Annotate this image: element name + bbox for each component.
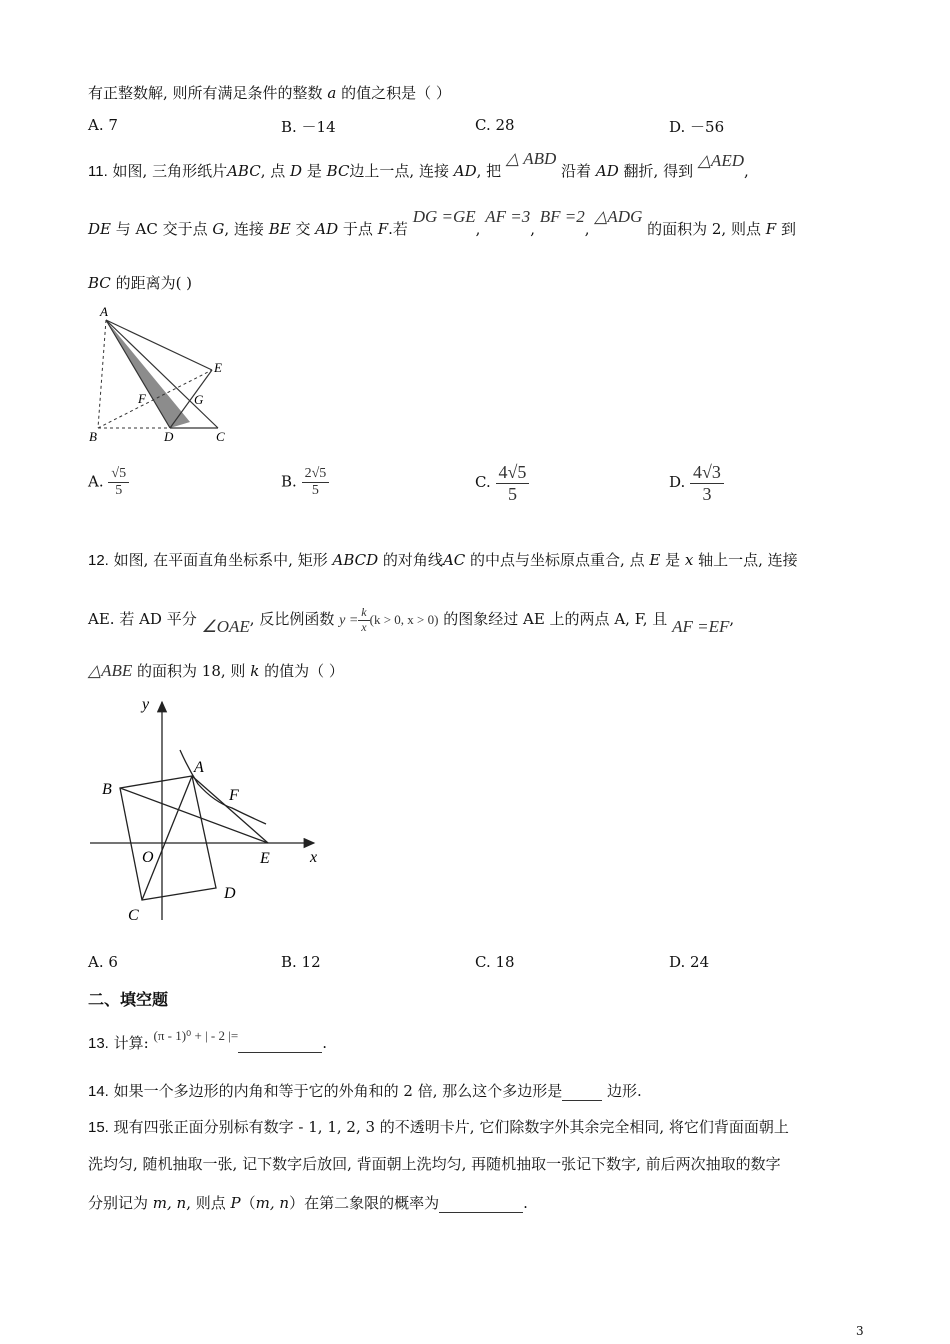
- section-heading-fill-in: 二、填空题: [88, 990, 169, 1009]
- q11-comma: ,: [530, 220, 535, 238]
- q11-option-a-num: √5: [108, 466, 129, 483]
- q12-line-3: [88, 660, 344, 681]
- q12-label-a: A: [194, 759, 204, 776]
- q12-option-d: D. 24: [669, 953, 710, 971]
- q11-option-c-fraction: [496, 462, 530, 504]
- q11-option-a: [88, 466, 129, 499]
- q11-be: BE: [268, 220, 291, 238]
- q14-end: 边形.: [607, 1082, 642, 1100]
- q10-option-a: A. 7: [88, 116, 118, 134]
- q12-math-oae: ∠OAE: [201, 617, 250, 636]
- q11-option-d-den: 3: [702, 483, 712, 504]
- q12-text: 如图, 在平面直角坐标系中, 矩形: [113, 551, 328, 569]
- q14-answer-blank[interactable]: [562, 1082, 602, 1101]
- q10-option-c: C. 28: [475, 116, 515, 134]
- q15-text: 分别记为: [88, 1194, 149, 1212]
- q15-number: 15.: [88, 1119, 109, 1136]
- q11-abc: ABC: [227, 162, 261, 180]
- q15-text: 现有四张正面分别标有数字 - 1, 1, 2, 3 的不透明卡片, 它们除数字外其余完全相同, 将它们背面面朝上: [113, 1118, 789, 1136]
- q11-segment-de: [170, 370, 212, 428]
- q15-answer-blank[interactable]: [439, 1194, 523, 1213]
- q11-option-b-num: 2√5: [302, 466, 330, 483]
- q10-option-d: D. －56: [669, 118, 725, 136]
- q11-label-e: E: [214, 360, 222, 375]
- q11-text: 是: [306, 162, 322, 180]
- q15-mn: m, n: [255, 1194, 290, 1212]
- q12-figure: [84, 690, 334, 930]
- q15-line-1: [88, 1116, 789, 1137]
- q11-option-a-den: 5: [115, 483, 123, 499]
- q11-text: 的距离为( ): [115, 274, 193, 292]
- q11-line-1: [88, 150, 749, 193]
- q12-abcd: ABCD: [332, 551, 379, 569]
- q11-label-c: C: [216, 429, 225, 444]
- q11-text: 与 AC 交于点: [115, 220, 208, 238]
- q12-text: 是: [665, 551, 681, 569]
- q11-math-aed: △AED: [697, 151, 744, 170]
- q12-text: 的面积为 18, 则: [137, 662, 246, 680]
- q12-label-f: F: [229, 787, 239, 804]
- page-number: 3: [856, 1324, 864, 1338]
- q11-option-c-label: C.: [475, 473, 491, 492]
- q12-hyperbola: [180, 750, 266, 824]
- q11-math-bf: BF =2: [539, 207, 585, 226]
- q11-option-a-fraction: [108, 466, 129, 499]
- q12-line-1: [88, 549, 798, 570]
- q15-text: ）在第二象限的概率为: [289, 1194, 440, 1212]
- q11-option-c-num: 4√5: [496, 462, 530, 484]
- q11-option-d: [669, 462, 724, 504]
- q11-segment-ab-dashed: [98, 320, 106, 428]
- q12-math-y: y =: [339, 613, 359, 628]
- q11-text: 于点: [342, 220, 373, 238]
- q12-text: , 反比例函数: [249, 610, 335, 628]
- q12-math-k: k: [358, 606, 369, 621]
- q11-line-3: [88, 272, 192, 293]
- q12-text: 的图象经过 AE 上的两点 A, F, 且: [443, 610, 668, 628]
- q12-diagonal-ac: [142, 776, 192, 900]
- q15-text: （: [240, 1194, 256, 1212]
- q11-label-f: F: [138, 391, 146, 406]
- q11-math-adg: △ADG: [594, 207, 643, 226]
- q10-stem: [88, 82, 451, 103]
- q11-option-d-num: 4√3: [690, 462, 724, 484]
- q11-option-b-label: B.: [281, 472, 297, 491]
- q12-text: 轴上一点, 连接: [698, 551, 798, 569]
- q12-math-x: x: [361, 619, 367, 634]
- q11-segment-ad: [106, 320, 170, 428]
- q12-segment-be: [120, 788, 268, 843]
- q11-option-a-label: A.: [88, 472, 104, 491]
- q11-text: 沿着: [561, 162, 592, 180]
- q12-rectangle-abcd: [120, 776, 216, 900]
- q11-option-c: [475, 462, 529, 504]
- q11-math-abd: △ ABD: [505, 149, 557, 168]
- q14-number: 14.: [88, 1083, 109, 1100]
- q11-text: , 把: [476, 162, 502, 180]
- q15-line-2: 洗均匀, 随机抽取一张, 记下数字后放回, 背面朝上洗均匀, 再随机抽取一张记下数字, 前后两次抽取的数字: [88, 1155, 781, 1173]
- q13-expression: (π - 1)⁰ + | - 2 |=: [153, 1028, 239, 1043]
- q12-option-a: A. 6: [88, 953, 118, 971]
- q11-ad: AD: [315, 220, 339, 238]
- q12-ac: AC: [442, 551, 466, 569]
- q12-text: 的对角线: [382, 551, 443, 569]
- q11-comma: ,: [584, 220, 590, 238]
- q12-math-abe: △ABE: [88, 661, 133, 680]
- q11-de: DE: [88, 220, 111, 238]
- q12-math-k-over-x: [358, 606, 369, 635]
- q11-label-b: B: [89, 429, 97, 444]
- q15-text: , 则点: [186, 1194, 226, 1212]
- q12-label-o: O: [142, 849, 154, 866]
- q15-line-3: [88, 1192, 528, 1213]
- q10-option-b: B. －14: [281, 118, 336, 136]
- q11-text: , 点: [260, 162, 286, 180]
- q11-bc: BC: [88, 274, 111, 292]
- q11-text: 如图, 三角形纸片: [112, 162, 228, 180]
- q11-point-f: F: [765, 220, 777, 238]
- q14-text: 如果一个多边形的内角和等于它的外角和的 2 倍, 那么这个多边形是: [113, 1082, 563, 1100]
- q11-point-d: D: [290, 162, 303, 180]
- q11-option-b-den: 5: [311, 483, 319, 499]
- q13-number: 13.: [88, 1035, 109, 1052]
- q11-option-b-fraction: [302, 466, 330, 499]
- q11-text: 到: [780, 220, 796, 238]
- q11-option-d-fraction: [690, 462, 724, 504]
- q12-x: x: [684, 551, 694, 569]
- q11-text: 翻折, 得到: [623, 162, 694, 180]
- q11-number: 11.: [88, 163, 108, 180]
- q12-text: AE. 若 AD 平分: [88, 610, 197, 628]
- q11-text: ,: [743, 162, 749, 180]
- q13-end: .: [322, 1034, 327, 1052]
- q11-text: 交: [295, 220, 311, 238]
- q11-ad: AD: [453, 162, 477, 180]
- q12-point-e: E: [649, 551, 661, 569]
- q15-end: .: [523, 1194, 528, 1212]
- q11-label-a: A: [100, 304, 108, 319]
- q11-figure: [84, 300, 244, 448]
- q12-number: 12.: [88, 552, 109, 569]
- q13-answer-blank[interactable]: [238, 1034, 322, 1053]
- q12-line-2: [88, 598, 734, 642]
- q15-point-p: P: [230, 1194, 241, 1212]
- q12-text: ,: [729, 610, 735, 628]
- q11-label-g: G: [194, 392, 204, 407]
- q14: [88, 1080, 642, 1101]
- q13-text: 计算:: [113, 1034, 149, 1052]
- q10-text-2: 的值之积是（ ）: [341, 84, 451, 102]
- q12-label-d: D: [224, 885, 236, 902]
- q11-math-dg: DG =GE: [412, 207, 476, 226]
- q11-bc: BC: [326, 162, 350, 180]
- q12-k: k: [250, 662, 260, 680]
- q10-var-a: a: [327, 84, 337, 102]
- q11-shaded-triangle-adg: [106, 320, 190, 428]
- q11-text: 边上一点, 连接: [349, 162, 449, 180]
- q12-label-y: y: [142, 696, 150, 713]
- q12-label-c: C: [128, 907, 139, 924]
- q12-text: 的值为（ ）: [264, 662, 344, 680]
- q12-option-c: C. 18: [475, 953, 515, 971]
- q11-math-af: AF =3: [485, 207, 531, 226]
- q11-label-d: D: [164, 429, 174, 444]
- q11-line-2: [88, 208, 796, 250]
- q13: [88, 1028, 327, 1053]
- q11-point-f: F: [377, 220, 389, 238]
- q11-option-b: [281, 466, 329, 499]
- q11-point-g: G: [212, 220, 225, 238]
- q12-math-af-ef: AF =EF: [672, 617, 730, 636]
- q11-option-c-den: 5: [507, 483, 517, 504]
- q12-math-condition: (k > 0, x > 0): [369, 612, 439, 627]
- q11-option-d-label: D.: [669, 473, 686, 492]
- q11-comma: ,: [475, 220, 481, 238]
- q12-label-x: x: [310, 849, 318, 866]
- q15-mn: m, n: [152, 1194, 187, 1212]
- q12-text: 的中点与坐标原点重合, 点: [470, 551, 645, 569]
- q11-text: 的面积为 2, 则点: [647, 220, 761, 238]
- q11-text: .若: [388, 220, 408, 238]
- q11-text: , 连接: [224, 220, 264, 238]
- q12-option-b: B. 12: [281, 953, 321, 971]
- q11-ad: AD: [595, 162, 619, 180]
- q10-text: 有正整数解, 则所有满足条件的整数: [88, 84, 323, 102]
- q12-label-b: B: [102, 781, 112, 798]
- q12-label-e: E: [260, 850, 270, 867]
